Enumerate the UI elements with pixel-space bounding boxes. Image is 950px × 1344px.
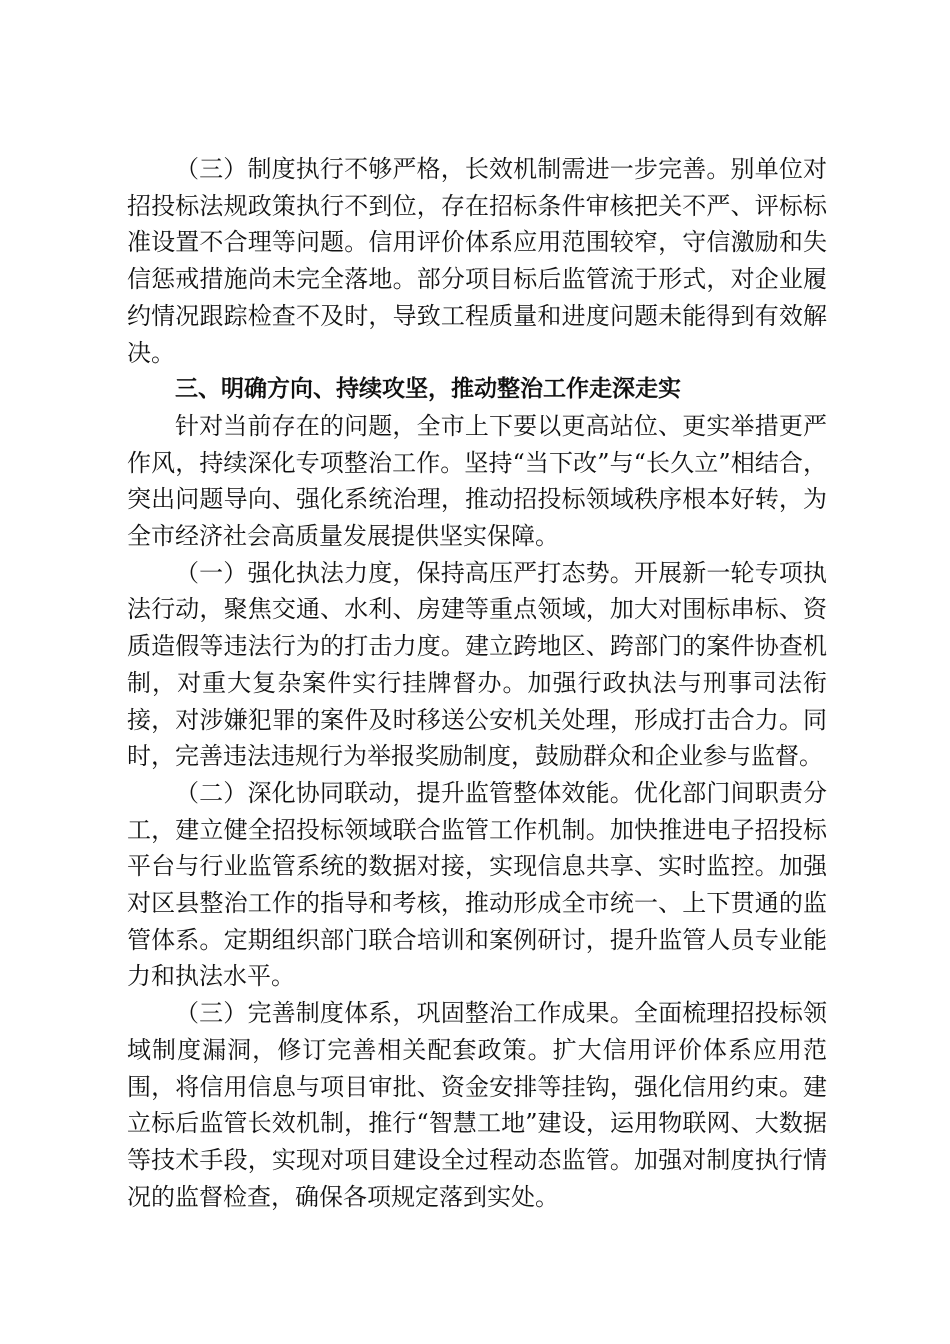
section-heading-three: 三、明确方向、持续攻坚，推动整治工作走深走实 <box>175 376 681 403</box>
paragraph-institution-execution: （三）制度执行不够严格，长效机制需进一步完善。别单位对招投标法规政策执行不到位，存在招标条件审核把关不严、评标标准设置不合理等问题。信用评价体系应用范围较窄，守信激励和失信惩戒措施尚未完全落地。部分项目标后监管流于形式，对企业履约情况跟踪检查不及时，导致工程质量和进度问题未能得到有效解决。 <box>127 155 827 367</box>
paragraph-coordination: （二）深化协同联动，提升监管整体效能。优化部门间职责分工，建立健全招投标领域联合监管工作机制。加快推进电子招投标平台与行业监管系统的数据对接，实现信息共享、实时监控。加强对区县整治工作的指导和考核，推动形成全市统一、上下贯通的监管体系。定期组织部门联合培训和案例研讨，提升监管人员专业能力和执法水平。 <box>127 778 827 991</box>
document-body <box>127 151 827 1215</box>
paragraph-section-intro: 针对当前存在的问题，全市上下要以更高站位、更实举措更严作风，持续深化专项整治工作。坚持“当下改”与“长久立”相结合，突出问题导向、强化系统治理，推动招投标领域秩序根本好转，为全市经济社会高质量发展提供坚实保障。 <box>127 411 827 551</box>
paragraph-enforcement: （一）强化执法力度，保持高压严打态势。开展新一轮专项执法行动，聚焦交通、水利、房建等重点领域，加大对围标串标、资质造假等违法行为的打击力度。建立跨地区、跨部门的案件协查机制，对重大复杂案件实行挂牌督办。加强行政执法与刑事司法衔接，对涉嫌犯罪的案件及时移送公安机关处理，形成打击合力。同时，完善违法违规行为举报奖励制度，鼓励群众和企业参与监督。 <box>127 558 827 771</box>
paragraph-institution-system: （三）完善制度体系，巩固整治工作成果。全面梳理招投标领域制度漏洞，修订完善相关配套政策。扩大信用评价体系应用范围，将信用信息与项目审批、资金安排等挂钩，强化信用约束。建立标后监管长效机制，推行“智慧工地”建设，运用物联网、大数据等技术手段，实现对项目建设全过程动态监管。加强对制度执行情况的监督检查，确保各项规定落到实处。 <box>127 999 827 1211</box>
